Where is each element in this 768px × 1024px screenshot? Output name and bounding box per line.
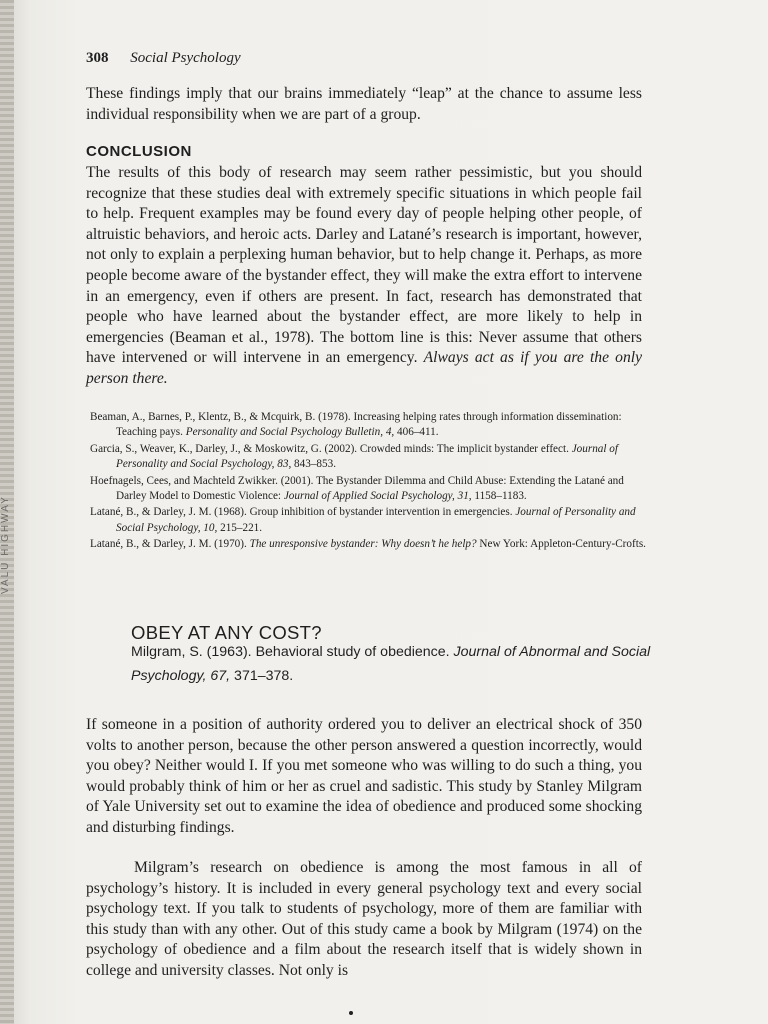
reference-journal: Journal of Personality and Social Psychology, 83,: [116, 442, 618, 471]
citation-journal: Journal of Abnormal and Social Psychology, 67,: [131, 644, 651, 684]
intro-paragraph: These findings imply that our brains immediately “leap” at the chance to assume less individual responsibility when we are part of a group.: [86, 85, 642, 123]
section-title: OBEY AT ANY COST?: [131, 622, 322, 643]
conclusion-paragraph: [86, 163, 642, 390]
conclusion-emphasis: Always act as if you are the only person there.: [86, 349, 642, 387]
page-header: [86, 50, 241, 67]
reference-authors: Hoefnagels, Cees, and Machteld Zwikker. (2001). The Bystander Dilemma and Child Abuse: Extending the Latané and Darley Model to Domestic Violence:: [90, 474, 624, 503]
ink-speck: [349, 1011, 353, 1015]
spine-label: VALU HIGHWAY: [0, 495, 11, 595]
citation-pages: 371–378.: [230, 668, 294, 684]
reference-journal: Journal of Personality and Social Psychology, 10,: [116, 506, 636, 534]
reference-journal: Personality and Social Psychology Bulletin, 4,: [185, 426, 395, 439]
reference-entry: [90, 474, 646, 505]
reference-journal: The unresponsive bystander: Why doesn’t he help?: [249, 538, 477, 551]
reference-journal: Journal of Applied Social Psychology, 31,: [283, 490, 472, 503]
reference-entry: [90, 410, 646, 441]
body-paragraph-1: If someone in a position of authority ordered you to deliver an electrical shock of 350 volts to another person, because the other person answered a question incorrectly, would you obey? Neither would I. If you met someone who was willing to do such a thing, you would probably think of him or her as cruel and sadistic. This study by Stanley Milgram of Yale University set out to examine the idea of obedience and produced some shocking and disturbing findings.: [86, 716, 642, 836]
citation-author: Milgram, S. (1963). Behavioral study of obedience.: [131, 644, 454, 660]
reference-entry: [90, 505, 646, 536]
reference-pages: New York: Appleton-Century-Crofts.: [476, 538, 646, 551]
conclusion-heading: CONCLUSION: [86, 143, 192, 160]
reference-authors: Latané, B., & Darley, J. M. (1970).: [90, 538, 250, 551]
page-number: 308: [86, 50, 109, 66]
reference-entry: [90, 442, 646, 473]
reference-list: [90, 410, 646, 554]
reference-authors: Latané, B., & Darley, J. M. (1968). Group inhibition of bystander intervention in emergencies.: [90, 506, 516, 519]
reference-pages: 843–853.: [291, 458, 336, 471]
reference-pages: 1158–1183.: [471, 490, 527, 503]
reference-entry: [90, 537, 646, 552]
body-paragraph-2: Milgram’s research on obedience is among the most famous in all of psychology’s history. It is included in every general psychology text and every social psychology text. If you talk to students of psychology, more of them are familiar with this study than with any other. Out of this study came a book by Milgram (1974) on the psychology of obedience and a film about the research itself that is widely shown in college and university classes. Not only is: [86, 859, 642, 979]
reference-authors: Beaman, A., Barnes, P., Klentz, B., & Mcquirk, B. (1978). Increasing helping rates through information dissemination: Teaching pays.: [90, 411, 622, 439]
reference-pages: 406–411.: [394, 426, 439, 439]
running-title: Social Psychology: [130, 50, 241, 66]
section-citation: [131, 640, 651, 688]
conclusion-text: The results of this body of research may seem rather pessimistic, but you should recognize that these studies deal with extremely specific situations in which people fail to help. Frequent examples may be found every day of people helping other people, of altruistic behaviors, and heroic acts. Darley and Latané’s research is important, however, not only to explain a perplexing human behavior, but to help change it. Perhaps, as more people become aware of the bystander effect, they will make the extra effort to intervene in an emergency, even if others are present. In fact, research has demonstrated that people who have learned about the bystander effect, are more likely to help in emergencies (Beaman et al., 1978). The bottom line is this: Never assume that others have intervened or will intervene in an emergency.: [86, 164, 642, 367]
reference-pages: 215–221.: [217, 521, 263, 534]
reference-authors: Garcia, S., Weaver, K., Darley, J., & Moskowitz, G. (2002). Crowded minds: The implicit bystander effect.: [90, 442, 572, 455]
